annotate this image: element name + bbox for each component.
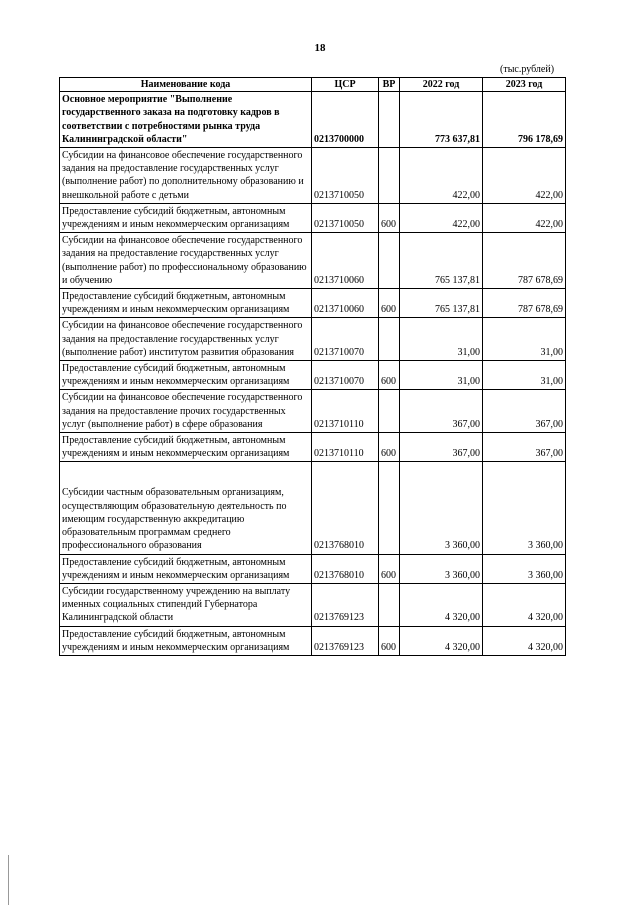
header-2022: 2022 год bbox=[400, 78, 483, 92]
row-2023-cell: 787 678,69 bbox=[483, 233, 566, 289]
row-2022-cell: 3 360,00 bbox=[400, 462, 483, 554]
table-row bbox=[60, 203, 566, 232]
row-2023-cell: 367,00 bbox=[483, 390, 566, 433]
row-vr-cell bbox=[379, 583, 400, 626]
row-2023-cell: 787 678,69 bbox=[483, 289, 566, 318]
table-row bbox=[60, 583, 566, 626]
row-name-cell: Субсидии на финансовое обеспечение государственного задания на предоставление прочих государственных услуг (выполнение работ) в сфере образования bbox=[60, 390, 312, 433]
row-name-cell: Предоставление субсидий бюджетным, автономным учреждениям и иным некоммерческим организациям bbox=[60, 361, 312, 390]
row-vr-cell: 600 bbox=[379, 289, 400, 318]
table-row bbox=[60, 361, 566, 390]
table-row bbox=[60, 233, 566, 289]
row-vr-cell: 600 bbox=[379, 554, 400, 583]
row-2022-cell: 422,00 bbox=[400, 148, 483, 204]
scan-edge-line bbox=[8, 855, 9, 905]
row-2022-cell: 773 637,81 bbox=[400, 92, 483, 148]
row-csr-cell: 0213769123 bbox=[312, 583, 379, 626]
row-name-cell: Предоставление субсидий бюджетным, автономным учреждениям и иным некоммерческим организациям bbox=[60, 626, 312, 655]
row-name-cell: Субсидии на финансовое обеспечение государственного задания на предоставление государственных услуг (выполнение работ) по профессиональному образованию и обучению bbox=[60, 233, 312, 289]
row-2023-cell: 3 360,00 bbox=[483, 462, 566, 554]
row-csr-cell: 0213710070 bbox=[312, 361, 379, 390]
row-name-cell: Предоставление субсидий бюджетным, автономным учреждениям и иным некоммерческим организациям bbox=[60, 203, 312, 232]
table-row bbox=[60, 390, 566, 433]
row-2023-cell: 31,00 bbox=[483, 361, 566, 390]
row-name-cell: Предоставление субсидий бюджетным, автономным учреждениям и иным некоммерческим организациям bbox=[60, 433, 312, 462]
row-2023-cell: 4 320,00 bbox=[483, 626, 566, 655]
row-2022-cell: 765 137,81 bbox=[400, 233, 483, 289]
units-label: (тыс.рублей) bbox=[500, 64, 555, 75]
row-2022-cell: 4 320,00 bbox=[400, 583, 483, 626]
row-csr-cell: 0213769123 bbox=[312, 626, 379, 655]
row-csr-cell: 0213700000 bbox=[312, 92, 379, 148]
row-name-cell: Субсидии на финансовое обеспечение государственного задания на предоставление государственных услуг (выполнение работ) по дополнительному образованию и внешкольной работе с детьми bbox=[60, 148, 312, 204]
row-vr-cell: 600 bbox=[379, 203, 400, 232]
budget-table bbox=[59, 77, 566, 656]
row-2023-cell: 422,00 bbox=[483, 148, 566, 204]
header-2023: 2023 год bbox=[483, 78, 566, 92]
table-row bbox=[60, 462, 566, 554]
row-2022-cell: 4 320,00 bbox=[400, 626, 483, 655]
table-body bbox=[60, 92, 566, 656]
table-header-row bbox=[60, 78, 566, 92]
row-2023-cell: 3 360,00 bbox=[483, 554, 566, 583]
row-2022-cell: 31,00 bbox=[400, 318, 483, 361]
row-csr-cell: 0213710070 bbox=[312, 318, 379, 361]
row-name-cell: Субсидии на финансовое обеспечение государственного задания на предоставление государственных услуг (выполнение работ) институтом развития образования bbox=[60, 318, 312, 361]
row-vr-cell: 600 bbox=[379, 626, 400, 655]
header-name: Наименование кода bbox=[60, 78, 312, 92]
row-2023-cell: 31,00 bbox=[483, 318, 566, 361]
table-row bbox=[60, 92, 566, 148]
row-vr-cell bbox=[379, 390, 400, 433]
row-2022-cell: 367,00 bbox=[400, 433, 483, 462]
row-2023-cell: 4 320,00 bbox=[483, 583, 566, 626]
table-row bbox=[60, 318, 566, 361]
row-2023-cell: 422,00 bbox=[483, 203, 566, 232]
table-row bbox=[60, 289, 566, 318]
row-vr-cell bbox=[379, 462, 400, 554]
table-row bbox=[60, 626, 566, 655]
row-name-cell: Предоставление субсидий бюджетным, автономным учреждениям и иным некоммерческим организациям bbox=[60, 554, 312, 583]
row-csr-cell: 0213710060 bbox=[312, 233, 379, 289]
table-row bbox=[60, 554, 566, 583]
row-vr-cell bbox=[379, 92, 400, 148]
row-name-cell: Субсидии частным образовательным организациям, осуществляющим образовательную деятельность по имеющим государственную аккредитацию образовательным программам среднего профессионального образования bbox=[60, 462, 312, 554]
row-name-cell: Предоставление субсидий бюджетным, автономным учреждениям и иным некоммерческим организациям bbox=[60, 289, 312, 318]
row-csr-cell: 0213768010 bbox=[312, 554, 379, 583]
row-name-cell: Основное мероприятие "Выполнение государственного заказа на подготовку кадров в соответствии с потребностями рынка труда Калининградской области" bbox=[60, 92, 312, 148]
row-2022-cell: 765 137,81 bbox=[400, 289, 483, 318]
row-vr-cell: 600 bbox=[379, 361, 400, 390]
page-number: 18 bbox=[314, 42, 326, 54]
row-vr-cell bbox=[379, 318, 400, 361]
row-csr-cell: 0213710110 bbox=[312, 390, 379, 433]
row-vr-cell bbox=[379, 233, 400, 289]
row-csr-cell: 0213768010 bbox=[312, 462, 379, 554]
table-row bbox=[60, 148, 566, 204]
header-csr: ЦСР bbox=[312, 78, 379, 92]
row-name-cell: Субсидии государственному учреждению на выплату именных социальных стипендий Губернатора Калининградской области bbox=[60, 583, 312, 626]
row-csr-cell: 0213710050 bbox=[312, 203, 379, 232]
row-2023-cell: 796 178,69 bbox=[483, 92, 566, 148]
row-2022-cell: 31,00 bbox=[400, 361, 483, 390]
row-vr-cell: 600 bbox=[379, 433, 400, 462]
row-csr-cell: 0213710060 bbox=[312, 289, 379, 318]
row-2022-cell: 3 360,00 bbox=[400, 554, 483, 583]
row-2022-cell: 422,00 bbox=[400, 203, 483, 232]
row-2022-cell: 367,00 bbox=[400, 390, 483, 433]
row-csr-cell: 0213710050 bbox=[312, 148, 379, 204]
row-vr-cell bbox=[379, 148, 400, 204]
header-vr: ВР bbox=[379, 78, 400, 92]
row-csr-cell: 0213710110 bbox=[312, 433, 379, 462]
row-2023-cell: 367,00 bbox=[483, 433, 566, 462]
table-row bbox=[60, 433, 566, 462]
